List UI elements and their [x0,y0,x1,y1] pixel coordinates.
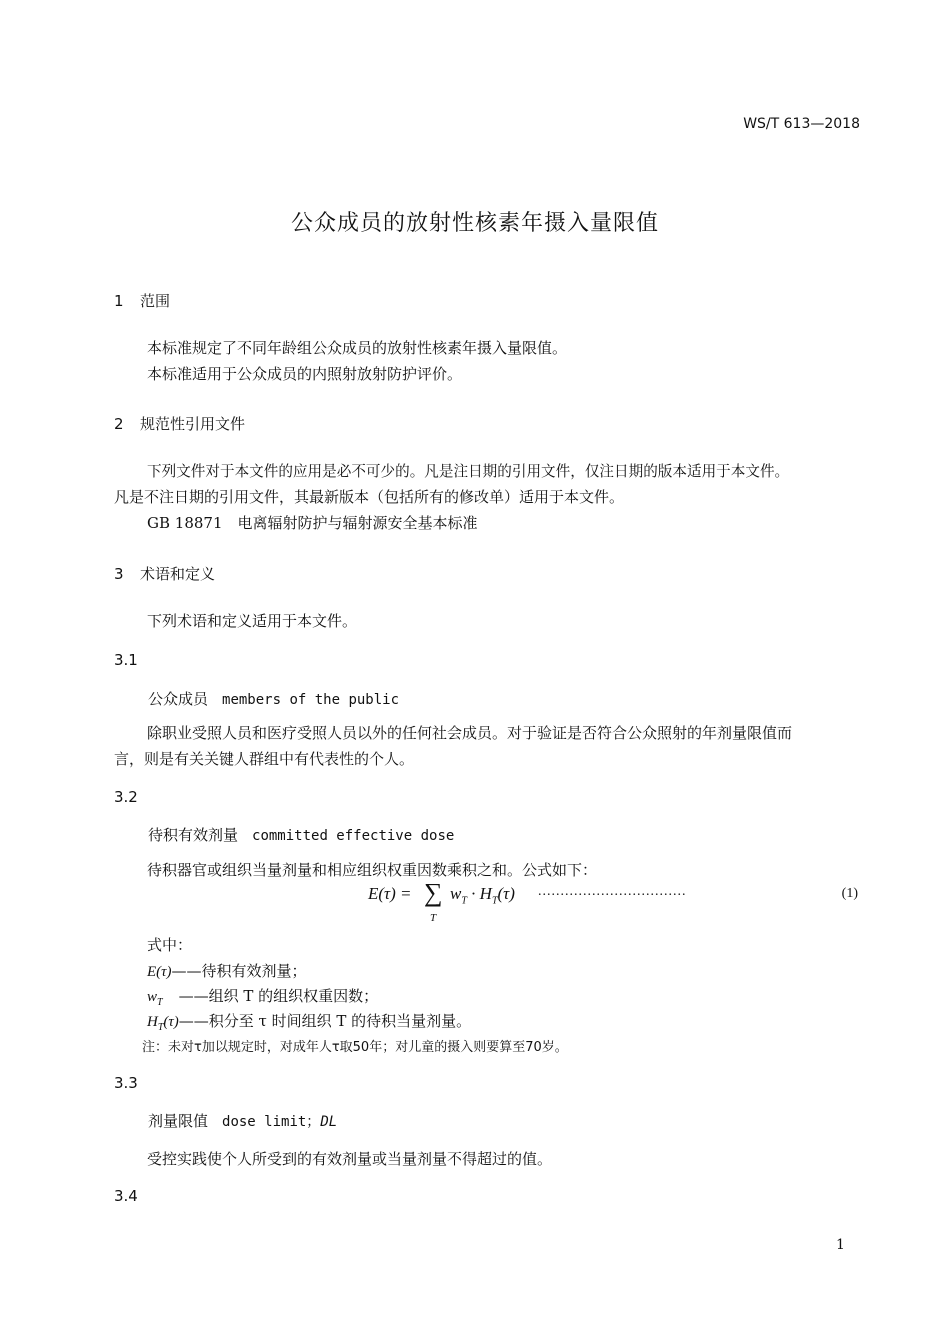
summation-symbol: ∑ [424,878,443,907]
document-code: WS/T 613—2018 [743,116,860,132]
term-3-3 [148,1110,337,1131]
term-3-1 [148,688,399,709]
scope-paragraph-2: 本标准适用于公众成员的内照射放射防护评价。 [147,365,463,383]
section-title: 规范性引用文件 [140,415,246,433]
section-title: 术语和定义 [140,565,216,583]
symbol: $w_T$ [147,989,163,1008]
normative-reference-gb18871: GB 18871 电离辐射防护与辐射源安全基本标准 [147,514,478,532]
summation-subscript: T [430,912,437,924]
term-3-1-definition-line-1: 除职业受照人员和医疗受照人员以外的任何社会成员。对于验证是否符合公众照射的年剂量限值而 [147,724,793,742]
where-w-t [147,985,378,1008]
formula-number: (1) [841,886,858,901]
normative-paragraph-line-1: 下列文件对于本文件的应用是必不可少的。凡是注日期的引用文件，仅注日期的版本适用于本文件。 [147,463,790,480]
symbol: $H_T(\tau)$ [147,1014,179,1033]
where-label: 式中： [147,936,193,954]
section-title: 范围 [140,292,171,310]
section-number: 3 [114,565,124,583]
term-zh: 剂量限值 [148,1112,209,1130]
description: ——组织 T 的组织权重因数； [178,987,379,1005]
section-2-heading [114,413,245,434]
term-en: dose limit； [222,1114,321,1130]
formula-rhs: $w_T \cdot H_T(\tau)$ [450,884,515,907]
term-en: members of the public [222,692,400,708]
document-title: 公众成员的放射性核素年摄入量限值 [290,211,659,236]
term-zh: 待积有效剂量 [148,826,239,844]
formula-lhs: E(τ) = [368,884,412,903]
term-3-3-definition: 受控实践使个人所受到的有效剂量或当量剂量不得超过的值。 [147,1150,553,1168]
term-3-2 [148,824,454,845]
formula-1 [368,878,858,924]
terms-intro: 下列术语和定义适用于本文件。 [147,612,358,630]
section-number: 1 [114,292,124,310]
formula-note: 注：未对τ加以规定时，对成年人τ取50年；对儿童的摄入则要算至70岁。 [142,1040,568,1055]
symbol: E(τ) [147,964,172,980]
term-3-1-number: 3.1 [114,651,138,669]
scope-paragraph-1: 本标准规定了不同年龄组公众成员的放射性核素年摄入量限值。 [147,339,568,357]
formula-leader-dots: ................................. [538,884,687,899]
term-3-2-definition: 待积器官或组织当量剂量和相应组织权重因数乘积之和。公式如下： [147,861,598,879]
term-abbreviation: DL [320,1114,338,1130]
page-number: 1 [836,1237,845,1253]
normative-paragraph-line-2: 凡是不注日期的引用文件，其最新版本（包括所有的修改单）适用于本文件。 [114,488,625,506]
where-h-t [147,1010,471,1033]
where-e-tau [147,960,307,981]
term-3-1-definition-line-2: 言，则是有关关键人群组中有代表性的个人。 [114,750,415,768]
term-zh: 公众成员 [148,690,209,708]
term-3-3-number: 3.3 [114,1074,138,1092]
description: ——积分至 τ 时间组织 T 的待积当量剂量。 [178,1012,472,1030]
section-1-heading [114,290,170,311]
description: ——待积有效剂量； [171,962,307,980]
section-number: 2 [114,415,124,433]
term-en: committed effective dose [252,828,455,844]
term-3-2-number: 3.2 [114,788,138,806]
term-3-4-number: 3.4 [114,1187,138,1205]
section-3-heading [114,563,215,584]
